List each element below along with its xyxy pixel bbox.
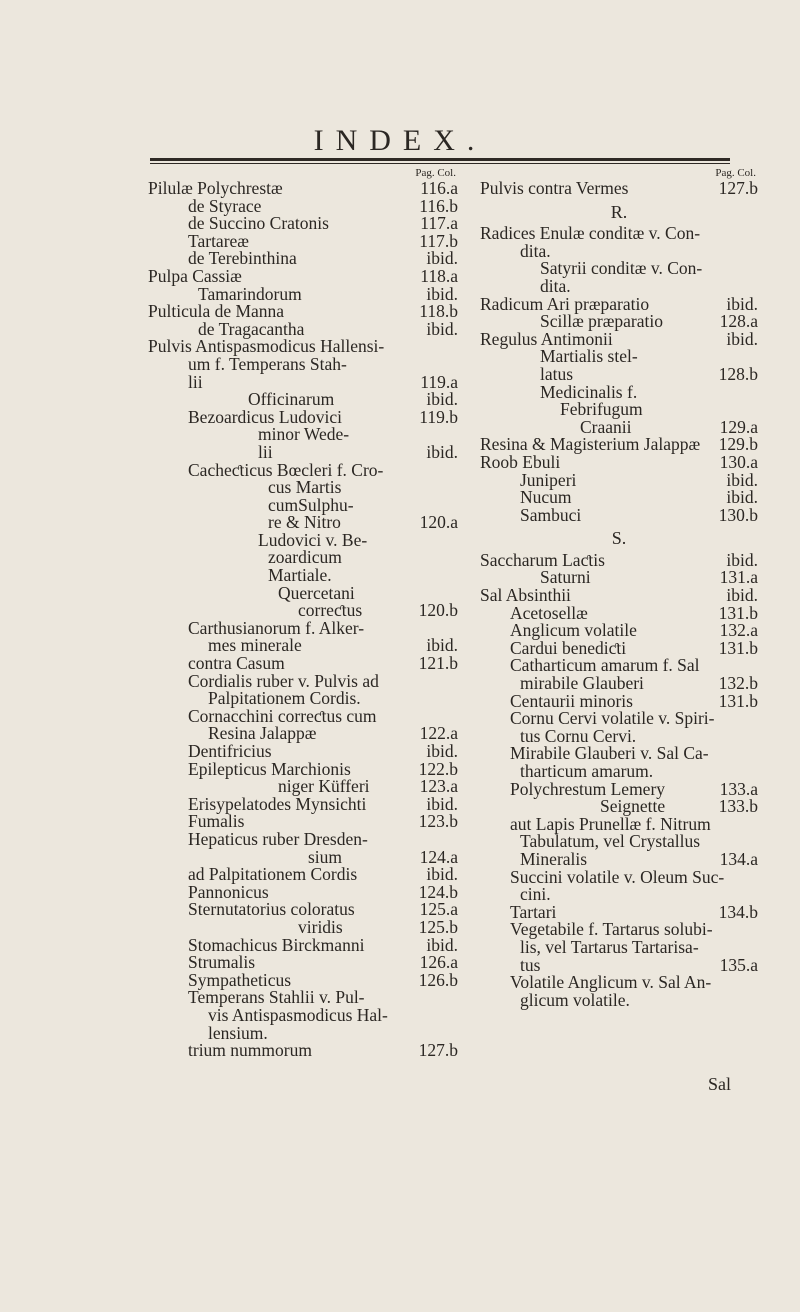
entry-page-ref: 126.a [419,952,458,973]
entry-text: Tabulatum, vel Crystallus [520,831,701,852]
header-rule-thin [150,163,730,164]
entry-page-ref: 116.b [419,195,458,216]
entry-text: re & Nitro [268,512,341,533]
index-entry [480,260,758,278]
entry-text: lii [258,441,273,462]
index-entry [148,617,458,638]
entry-text: Nucum [520,487,572,508]
entry-page-ref: 134.b [718,901,758,922]
entry-page-ref: 126.b [418,969,458,990]
entry-page-ref: 125.a [419,899,458,920]
entry-page-ref: ibid. [726,293,758,314]
entry-text: glicum volatile. [520,989,630,1010]
entry-page-ref: 125.b [418,916,458,937]
entry-page-ref: 120.a [419,512,458,533]
entry-text: lis, vel Tartarus Tartarisa- [520,936,699,957]
index-entry [480,549,758,570]
index-entry [148,441,458,462]
entry-page-ref: ibid. [726,585,758,606]
index-entry [148,743,458,761]
index-entry [480,504,758,525]
catchword: Sal [708,1074,732,1094]
index-entry [480,275,758,296]
entry-text: Carthusianorum f. Alker- [188,617,365,638]
entry-text: Resina & Magisterium Jalappæ [480,434,701,455]
entry-text: Volatile Anglicum v. Sal An- [510,972,712,993]
entry-text: Sal Absinthii [480,585,571,606]
entry-text: Tartari [510,901,557,922]
entry-page-ref: 131.a [719,567,758,588]
entry-page-ref: ibid. [426,318,458,339]
entry-text: Juniperi [520,469,577,490]
right-column [480,166,758,1009]
index-entry [480,675,758,693]
entry-page-ref: ibid. [726,469,758,490]
entry-text: Martialis stel- [540,346,638,367]
entry-text: dita. [540,275,571,296]
entry-text: Saccharum Laƈtis [480,549,605,570]
entry-text: zoardicum [268,547,342,568]
entry-page-ref: 117.b [419,230,458,251]
right-s-entries [480,549,758,1010]
entry-text: Strumalis [188,952,256,973]
entry-text: trium nummorum [188,1040,312,1061]
index-entry [480,763,758,781]
entry-text: de Succino Cratonis [188,213,329,234]
entry-page-ref: 119.b [419,406,458,427]
entry-text: de Tragacantha [198,318,305,339]
entry-page-ref: 124.a [419,846,458,867]
entry-page-ref: 127.b [718,178,758,198]
entry-text: Sternutatorius coloratus [188,899,355,920]
entry-text: Vegetabile f. Tartarus solubi- [510,919,713,940]
entry-text: Ludovici v. Be- [258,529,368,550]
entry-text: Pilulæ Polychrestæ [148,178,283,198]
entry-text: correƈtus [298,600,363,621]
entry-text: Medicinalis f. [540,381,638,402]
entry-text: de Terebinthina [188,248,297,269]
entry-text: Cornacchini correƈtus cum [188,705,377,726]
entry-text: Seignette [600,796,666,817]
entry-text: aut Lapis Prunellæ f. Nitrum [510,813,711,834]
entry-text: Tartareæ [188,230,249,251]
entry-text: Catharticum amarum f. Sal [510,655,700,676]
pag-col-label-right: Pag. Col. [715,167,756,179]
entry-text: Stomachicus Birckmanni [188,934,365,955]
entry-page-ref: ibid. [426,389,458,410]
entry-page-ref: ibid. [426,934,458,955]
index-entry [480,363,758,384]
left-entries [148,180,458,1060]
entry-text: Pulticula de Manna [148,301,285,322]
entry-text: minor Wede- [258,424,350,445]
entry-text: tus [520,954,541,975]
entry-page-ref: 130.b [718,504,758,525]
entry-page-ref: ibid. [726,328,758,349]
entry-page-ref: 124.b [418,881,458,902]
index-entry [148,180,458,198]
entry-text: Tamarindorum [198,283,302,304]
entry-text: Radices Enulæ conditæ v. Con- [480,223,701,244]
index-entry [148,353,458,374]
entry-text: vis Antispasmodicus Hal- [208,1004,388,1025]
entry-page-ref: 134.a [719,848,758,869]
entry-text: Succini volatile v. Oleum Suc- [510,866,725,887]
entry-page-ref: 123.a [419,776,458,797]
entry-text: Pulpa Cassiæ [148,265,242,286]
entry-text: cumSulphu- [268,494,354,515]
entry-page-ref: 131.b [718,602,758,623]
entry-text: Temperans Stahlii v. Pul- [188,987,365,1008]
entry-text: Scillæ præparatio [540,311,663,332]
entry-page-ref: 121.b [418,653,458,674]
entry-text: Craanii [580,416,632,437]
entry-page-ref: 122.a [419,723,458,744]
entry-page-ref: ibid. [426,741,458,761]
entry-page-ref: 123.b [418,811,458,832]
entry-text: tus Cornu Cervi. [520,725,637,746]
entry-text: de Styrace [188,195,262,216]
entry-page-ref: 127.b [418,1040,458,1061]
entry-text: contra Casum [188,653,285,674]
entry-page-ref: 132.b [718,673,758,694]
index-entry [148,426,458,444]
entry-page-ref: 116.a [420,178,458,198]
entry-page-ref: 128.b [718,363,758,384]
page-title: INDEX. [313,124,487,157]
entry-text: Cardui benediƈti [510,637,627,658]
entry-text: Centaurii minoris [510,690,633,711]
entry-page-ref: 120.b [418,600,458,621]
entry-page-ref: 118.b [419,301,458,322]
index-entry [148,1004,458,1025]
section-heading-r: R. [610,201,628,222]
index-entry [480,348,758,366]
entry-page-ref: 129.b [718,434,758,455]
entry-text: ad Palpitationem Cordis [188,864,358,885]
entry-page-ref: 130.a [719,451,758,472]
entry-text: latus [540,363,574,384]
entry-text: Saturni [540,567,591,588]
entry-text: Pulvis Antispasmodicus Hallensi- [148,336,385,357]
entry-text: Dentifricius [188,741,272,761]
entry-text: Bezoardicus Ludovici [188,406,343,427]
entry-page-ref: 119.a [420,371,458,392]
entry-page-ref: 135.a [719,954,758,975]
index-entry [148,1042,458,1060]
entry-text: mirabile Glauberi [520,673,644,694]
index-entry [480,451,758,472]
entry-page-ref: 122.b [418,758,458,779]
entry-text: um f. Temperans Stah- [188,353,347,374]
entry-text: mes minerale [208,635,302,656]
left-column [148,166,458,1060]
header-rule [150,158,730,161]
entry-page-ref: 132.a [719,620,758,641]
entry-page-ref: ibid. [726,487,758,508]
index-entry [480,989,758,1010]
entry-text: lii [188,371,203,392]
entry-text: Polychrestum Lemery [510,778,666,799]
entry-text: Anglicum volatile [510,620,637,641]
entry-text: cini. [520,884,551,905]
entry-text: Epilepticus Marchionis [188,758,351,779]
entry-text: Fumalis [188,811,245,832]
entry-text: Quercetani [278,582,355,603]
entry-text: Roob Ebuli [480,451,561,472]
entry-page-ref: 118.a [420,265,458,286]
entry-text: Regulus Antimonii [480,328,613,349]
right-r-entries [480,225,758,524]
entry-text: Radicum Ari præparatio [480,293,650,314]
entry-text: dita. [520,240,551,261]
entry-text: Erisypelatodes Mynsichti [188,793,367,814]
index-entry [148,916,458,937]
entry-text: Hepaticus ruber Dresden- [188,828,368,849]
entry-text: Officinarum [248,389,335,410]
entry-page-ref: ibid. [426,283,458,304]
index-entry [480,848,758,869]
entry-text: Satyrii conditæ v. Con- [540,258,703,279]
index-entry [480,180,758,198]
entry-text: Martiale. [268,565,332,586]
section-heading-s: S. [611,528,627,549]
entry-text: Sambuci [520,504,582,525]
index-entry [148,655,458,673]
entry-text: Palpitationem Cordis. [208,688,361,709]
entry-page-ref: 128.a [719,311,758,332]
entry-page-ref: ibid. [426,635,458,656]
entry-page-ref: 133.b [718,796,758,817]
entry-text: Cacheƈticus Bœcleri f. Cro- [188,459,384,480]
entry-text: Pannonicus [188,881,269,902]
entry-page-ref: 117.a [420,213,458,234]
right-top-entries [480,180,758,198]
entry-text: Acetosellæ [510,602,588,623]
entry-page-ref: ibid. [426,793,458,814]
index-entry [148,828,458,849]
entry-text: Pulvis contra Vermes [480,178,629,198]
entry-text: Cornu Cervi volatile v. Spiri- [510,708,715,729]
entry-page-ref: 129.a [719,416,758,437]
entry-text: Cordialis ruber v. Pulvis ad [188,670,379,691]
index-entry [480,936,758,957]
entry-page-ref: ibid. [426,441,458,462]
entry-text: Mineralis [520,848,588,869]
entry-page-ref: ibid. [426,864,458,885]
entry-text: niger Küfferi [278,776,370,797]
entry-text: Sympatheticus [188,969,292,990]
entry-text: viridis [298,916,343,937]
entry-text: cus Martis [268,477,342,498]
entry-text: Febrifugum [560,399,643,420]
entry-page-ref: 131.b [718,637,758,658]
index-entry [148,265,458,286]
entry-text: Mirabile Glauberi v. Sal Ca- [510,743,709,764]
entry-page-ref: 133.a [719,778,758,799]
entry-page-ref: 131.b [718,690,758,711]
entry-text: Resina Jalappæ [208,723,317,744]
pag-col-label-left: Pag. Col. [415,167,456,179]
entry-text: sium [308,846,343,867]
entry-text: tharticum amarum. [520,761,654,781]
entry-page-ref: ibid. [426,248,458,269]
entry-page-ref: ibid. [726,549,758,570]
entry-text: lensium. [208,1022,268,1043]
